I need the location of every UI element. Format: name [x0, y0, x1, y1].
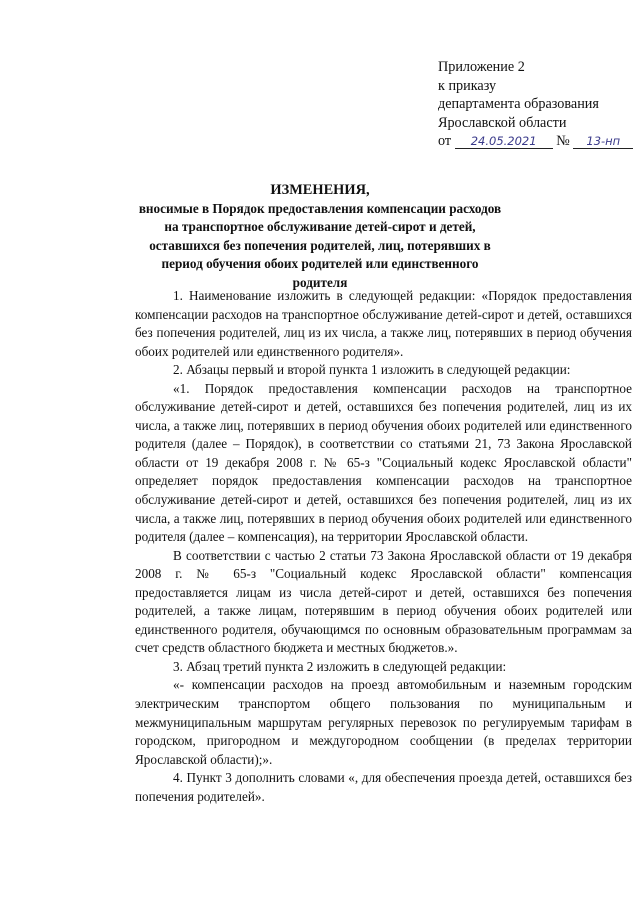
- number-label: №: [556, 133, 570, 149]
- paragraph: «1. Порядок предоставления компенсации расходов на транспортное обслуживание детей-сирот и детей, оставшихся без попечения родителей, лиц из их числа, а также лиц, потерявших в период обучения обоих родителей или единственного родителя (далее – Порядок), в соответствии со статьями 21, 73 Закона Ярославской области от 19 декабря 2008 г. № 65-з "Социальный кодекс Ярославской области" определяет порядок предоставления компенсации расходов на транспортное обслуживание детей-сирот и детей, оставшихся без попечения родителей, лиц из их числа, а также лиц, потерявших в период обучения обоих родителей или единственного родителя (далее – компенсация), на территории Ярославской области.: [135, 380, 632, 545]
- document-body: [135, 287, 632, 806]
- appendix-line: к приказу: [438, 77, 497, 94]
- appendix-line: Ярославской области: [438, 114, 567, 131]
- appendix-block: [438, 58, 633, 151]
- paragraph: 2. Абзацы первый и второй пункта 1 изложить в следующей редакции:: [173, 362, 571, 378]
- appendix-line: департамента образования: [438, 96, 599, 112]
- appendix-line: Приложение 2: [438, 59, 525, 75]
- paragraph: 1. Наименование изложить в следующей редакции: «Порядок предоставления компенсации расходов на транспортное обслуживание детей-сирот и детей, оставшихся без попечения родителей, лиц из их числа, а также лиц, потерявших в период обучения обоих родителей или единственного родителя».: [135, 288, 632, 359]
- paragraph: 3. Абзац третий пункта 2 изложить в следующей редакции:: [173, 658, 507, 674]
- paragraph: В соответствии с частью 2 статьи 73 Закона Ярославской области от 19 декабря 2008 г. № 65-з "Социальный кодекс Ярославской области" компенсация предоставляется лицам из числа детей-сирот и детей, оставшихся без попечения родителей, а также лицам, потерявшим в период обучения обоих родителей или единственного родителя, обучающимся по основным образовательным программам за счет средств областного бюджета и местных бюджетов.».: [135, 547, 632, 656]
- paragraph: «- компенсации расходов на проезд автомобильным и наземным городским электрическим транспортом общего пользования по муниципальным и межмуниципальным маршрутам регулярных перевозок по регулируемым тарифам в городском, пригородном и междугородном сообщении (в пределах территории Ярославской области);».: [135, 677, 632, 767]
- from-label: от: [438, 133, 452, 149]
- document-title: ИЗМЕНЕНИЯ,: [270, 182, 370, 198]
- order-reference: [438, 132, 633, 151]
- handwritten-number: 13-нп: [573, 134, 633, 149]
- paragraph: 4. Пункт 3 дополнить словами «, для обеспечения проезда детей, оставшихся без попечения родителей».: [135, 770, 632, 804]
- handwritten-date: 24.05.2021: [455, 134, 553, 149]
- document-subtitle: вносимые в Порядок предоставления компенсации расходов на транспортное обслуживание детей-сирот и детей, оставшихся без попечения родителей, лиц, потерявших в период обучения обоих родителей или единственного родителя: [138, 201, 502, 290]
